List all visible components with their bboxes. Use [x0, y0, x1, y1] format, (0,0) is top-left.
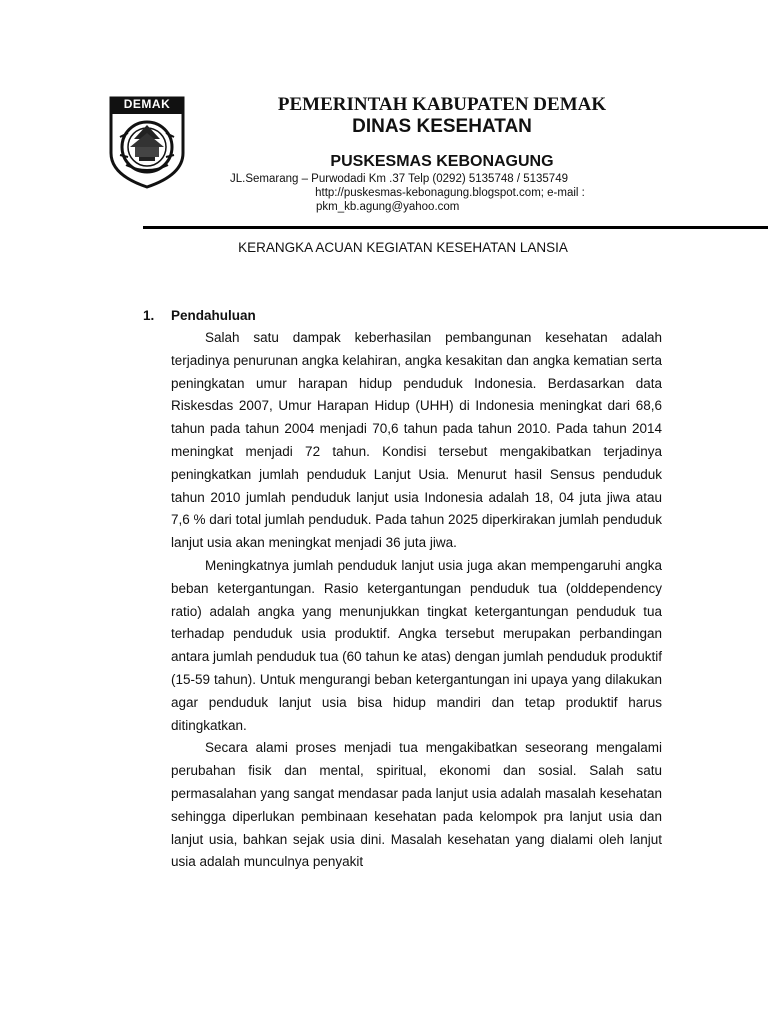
- department-name: DINAS KESEHATAN: [352, 116, 532, 137]
- email-line: pkm_kb.agung@yahoo.com: [316, 201, 460, 213]
- section-number: 1.: [143, 308, 155, 323]
- paragraph: Secara alami proses menjadi tua mengakibatkan seseorang mengalami perubahan fisik dan mental, spiritual, ekonomi dan sosial. Salah satu permasalahan yang sangat mendasar pada lanjut usia adalah masalah kesehatan sehingga diperlukan pembinaan kesehatan pada kelompok pra lanjut usia dan lanjut usia, bahkan sejak usia dini. Masalah kesehatan yang dialami oleh lanjut usia adalah munculnya penyakit: [171, 740, 662, 870]
- logo-label: DEMAK: [123, 97, 171, 111]
- document-title: KERANGKA ACUAN KEGIATAN KESEHATAN LANSIA: [238, 240, 568, 255]
- section-title: Pendahuluan: [171, 308, 256, 323]
- address-line: JL.Semarang – Purwodadi Km .37 Telp (0292) 5135748 / 5135749: [230, 173, 568, 185]
- government-name: PEMERINTAH KABUPATEN DEMAK: [277, 94, 607, 115]
- puskesmas-name: PUSKESMAS KEBONAGUNG: [330, 153, 554, 170]
- website-line: http://puskesmas-kebonagung.blogspot.com; e-mail :: [315, 187, 585, 199]
- paragraph: Meningkatnya jumlah penduduk lanjut usia juga akan mempengaruhi angka beban ketergantungan. Rasio ketergantungan penduduk tua (olddependency ratio) adalah angka yang menunjukkan tingkat ketergantungan penduduk tua terhadap penduduk usia produktif. Angka tersebut merupakan perbandingan antara jumlah penduduk tua (60 tahun ke atas) dengan jumlah penduduk produktif (15-59 tahun). Untuk mengurangi beban ketergantungan ini upaya yang dilakukan agar penduduk lanjut usia bisa hidup mandiri dan tetap produktif harus ditingkatkan.: [171, 557, 662, 733]
- section-body: [171, 327, 662, 874]
- paragraph: Salah satu dampak keberhasilan pembangunan kesehatan adalah terjadinya penurunan angka kelahiran, angka kesakitan dan angka kematian serta peningkatan umur harapan hidup penduduk Indonesia. Berdasarkan data Riskesdas 2007, Umur Harapan Hidup (UHH) di Indonesia meningkat dari 68,6 tahun pada tahun 2004 menjadi 70,6 tahun pada tahun 2010. Pada tahun 2014 meningkat menjadi 72 tahun. Kondisi tersebut mengakibatkan terjadinya peningkatkan jumlah penduduk Lanjut Usia. Menurut hasil Sensus penduduk tahun 2010 jumlah penduduk lanjut usia Indonesia adalah 18, 04 juta jiwa atau 7,6 % dari total jumlah penduduk. Pada tahun 2025 diperkirakan jumlah penduduk lanjut usia akan meningkat menjadi 36 juta jiwa.: [171, 330, 662, 551]
- letterhead-divider: [143, 226, 768, 229]
- demak-regency-logo: [108, 95, 186, 190]
